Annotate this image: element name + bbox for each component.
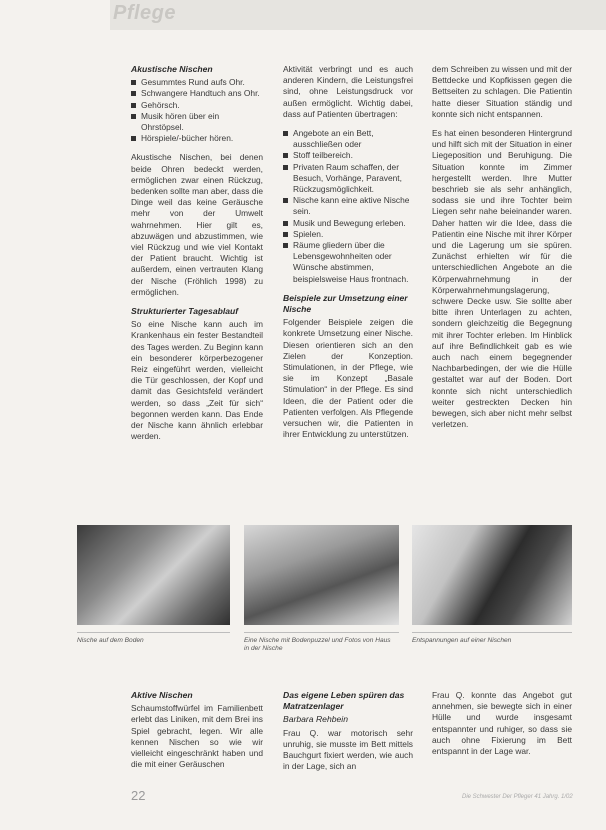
paragraph: dem Schreiben zu wissen und mit der Bettdecke und Kopfkissen gegen die Bettseiten zu schlagen. Die Patientin hatte dieser Situation ständig und konnte sich nicht entspannen.: [432, 64, 572, 119]
header-bar: [110, 0, 606, 30]
list-item: Gehörsch.: [131, 100, 263, 111]
paragraph: Frau Q. konnte das Angebot gut annehmen, sie bewegte sich in einer Hülle und wurde insgesamt entspannter und ruhiger, so dass sie auch ohne Fixierung im Bett entspannt in der Lage war.: [432, 690, 572, 757]
list-item: Schwangere Handtuch ans Ohr.: [131, 88, 263, 99]
photo-nische-boden: [77, 525, 230, 625]
author-name: Barbara Rehbein: [283, 714, 348, 725]
photo-caption: Eine Nische mit Bodenpuzzel und Fotos von Haus in der Nische: [244, 637, 391, 652]
heading-tagesablauf: Strukturierter Tagesablauf: [131, 306, 239, 317]
section-title: Pflege: [113, 2, 177, 24]
heading-akustische-nischen: Akustische Nischen: [131, 64, 213, 74]
paragraph: Frau Q. war motorisch sehr unruhig, sie musste im Bett mittels Bauchgurt fixiert werden, wie auch in der Lage, sich an: [283, 727, 413, 772]
photo-nische-entspannung: [412, 525, 572, 625]
list-item: Musik hören über ein Ohrstöpsel.: [131, 111, 263, 133]
bottom-column-2: [283, 690, 413, 780]
heading-matratzenlager: Das eigene Leben spüren das Matratzenlager: [283, 690, 405, 712]
list-item: Musik und Bewegung erleben.: [283, 218, 413, 229]
list-item: Hörspiele/-bücher hören.: [131, 133, 263, 144]
paragraph: Aktivität verbringt und es auch anderen Kindern, die Leistungsfrei sind, ohne Leistungsdruck vor außen ermöglicht. Wichtig dabei, dass auf Patienten übertragen:: [283, 64, 413, 119]
photo-caption: Entspannungen auf einer Nischen: [412, 637, 512, 644]
paragraph: So eine Nische kann auch im Krankenhaus ein fester Bestandteil des Tages werden. Zu Beginn kann ein besonderer körperbezogener Reiz eingeführt werden, vielleicht die Tür geschlossen, der Kopf und damit das Gesichtsfeld verändert werden, so dass „Zeit für sich“ begonnen werden kann. Das Ende der Nische kann ähnlich erlebbar werden.: [131, 319, 263, 442]
list-item: Gesummtes Rund aufs Ohr.: [131, 77, 263, 88]
column-1: [131, 64, 263, 451]
photo-nische-fotos: [244, 525, 399, 625]
bottom-column-1: [131, 690, 263, 778]
caption-rule: [412, 632, 572, 633]
list-item: Nische kann eine aktive Nische sein.: [283, 195, 413, 217]
list-item: Räume gliedern über die Lebensgewohnheiten oder Wünsche abstimmen, beispielsweise Haus frontnach.: [283, 240, 413, 285]
heading-aktive-nischen: Aktive Nischen: [131, 690, 193, 700]
paragraph: Folgender Beispiele zeigen die konkrete Umsetzung einer Nische. Diesen orientieren sich an den Zielen der Konzeption. Stimulationen, in der Pflege, wie sie im Konzept „Basale Stimulation“ in der Pflege. Es sind Ideen, die der Patient oder die Patienten verfolgen. Als Pflegende versuchen wir, die Patienten in ihrer Entwicklung zu unterstützen.: [283, 317, 413, 440]
list-item: Spielen.: [283, 229, 413, 240]
photo-caption: Nische auf dem Boden: [77, 637, 144, 644]
list-item: Angebote an ein Bett, ausschließen oder: [283, 128, 413, 150]
column-3: [432, 64, 572, 439]
bullet-list-1: [131, 77, 263, 144]
paragraph: Es hat einen besonderen Hintergrund und hilft sich mit der Situation in einer Liegeposition und Beruhigung. Die Situation konnte im Zimmer hergestellt werden. Ihre Mutter beschrieb sie als sehr anhänglich, sodass sie und ihre Tochter beim Liegen sehr nahe beieinander waren. Daher hatten wir die Idee, dass die Patientin eine Nische mit ihrer Körper und die Lagerung um sie spüren. Zunächst erhielten wir für die unterschiedlichen Angebote an die Körperwahrnehmung in der Körperwahrnehmungslagerung, schwere Decke usw. Sie sollte aber bitte ihren Unterlagen zu achten, sondern gleichzeitig die Begegnung mit ihrer Tochter erleben. Im Hinblick auf ihre Befindlichkeit gab es wie auch nach einem begegnender Nachbarbedingen, der wie die Hülle gestaltet war auf der Boden. Dort konnte sich nicht unterschiedlich weiter gestreckten Decken hin bewegen, sich aber nicht mehr selbst verletzen.: [432, 128, 572, 430]
paragraph: Akustische Nischen, bei denen beide Ohren bedeckt werden, ermöglichen zwar einen Rückzug, bedenken sollte man aber, dass die Dinge weil das keine Geräusche mehr von der Umwelt wahrnehmen. Hier gilt es, abzuwägen und abzustimmen, wie viel Rückzug und wie viel Kontakt der Patient braucht. Wichtig ist außerdem, einen vertrauten Klang der Nische (Fröhlich 1998) zu ermöglichen.: [131, 152, 263, 297]
paragraph: Schaumstoffwürfel im Familienbett erlebt das Liniken, mit dem Brei ins Spiel gebracht, legen. Wir alle kennen Nischen so wie wir vielleicht eingeschränkt haben und die mit einer Geräuschen: [131, 703, 263, 770]
caption-rule: [244, 632, 399, 633]
bottom-column-3: [432, 690, 572, 765]
bullet-list-2: [283, 128, 413, 285]
heading-beispiele: Beispiele zur Umsetzung einer Nische: [283, 292, 408, 315]
caption-rule: [77, 632, 230, 633]
list-item: Privaten Raum schaffen, der Besuch, Vorhänge, Paravent, Rückzugsmöglichkeit.: [283, 162, 413, 196]
list-item: Stoff teilbereich.: [283, 150, 413, 161]
column-2: [283, 64, 413, 449]
page-number: 22: [131, 788, 146, 803]
footer-note: Die Schwester Der Pfleger 41 Jahrg. 1/02: [462, 794, 573, 800]
